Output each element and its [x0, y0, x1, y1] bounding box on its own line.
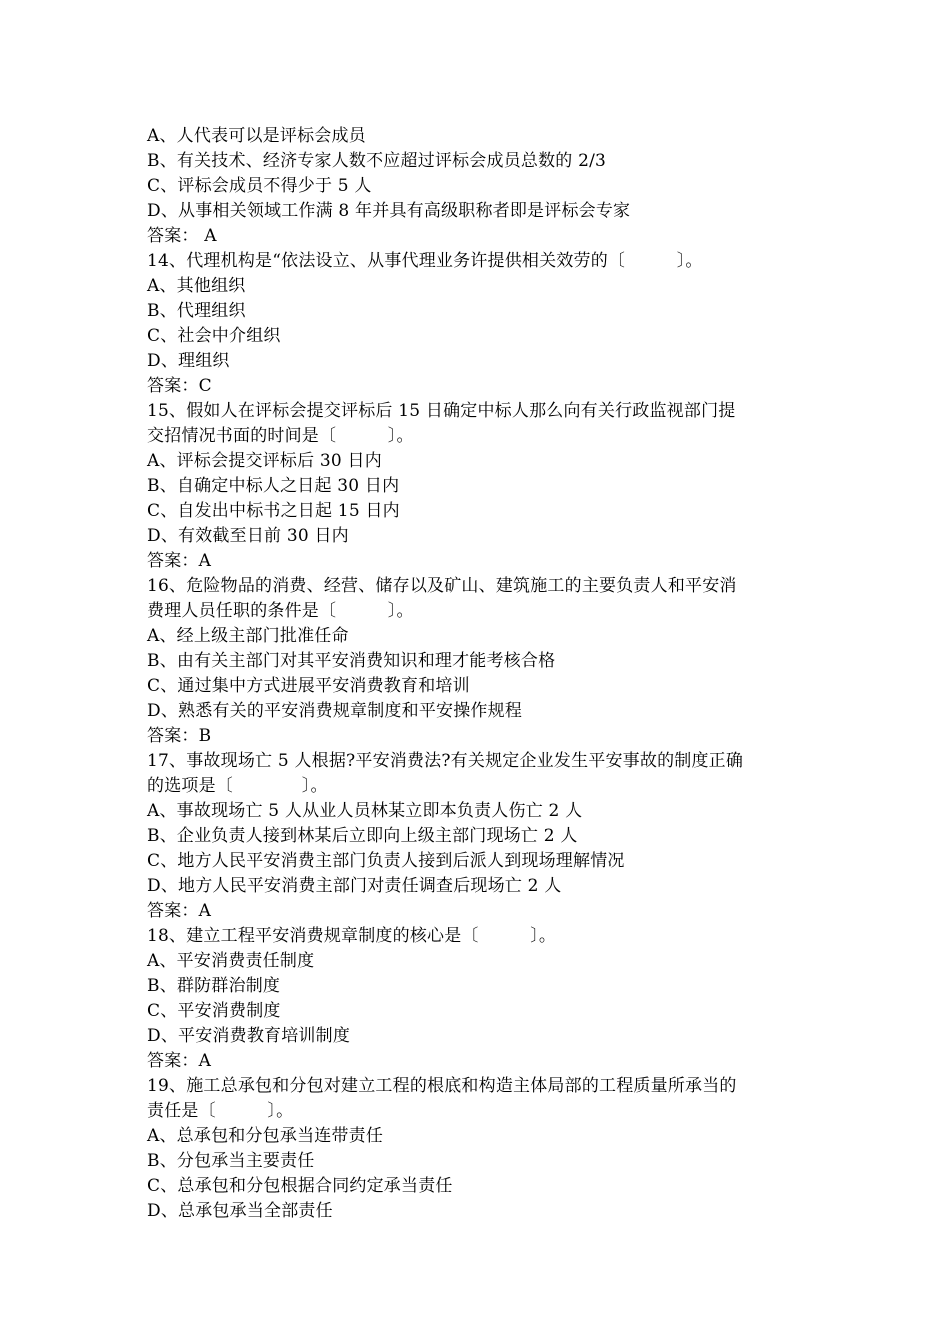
q15-option-a: A、评标会提交评标后 30 日内 — [147, 451, 382, 471]
q16-option-b: B、由有关主部门对其平安消费知识和理才能考核合格 — [147, 651, 556, 671]
option-c-text: C、评标会成员不得少于 5 人 — [147, 176, 372, 196]
q16-option-c: C、通过集中方式进展平安消费教育和培训 — [147, 676, 470, 696]
q14-option-b: B、代理组织 — [147, 301, 246, 321]
option-b-text: B、有关技术、经济专家人数不应超过评标会成员总数的 2/3 — [147, 151, 607, 171]
question-16-line-1: 16、危险物品的消费、经营、储存以及矿山、建筑施工的主要负责人和平安消 — [147, 576, 737, 596]
question-16-line-2: 费理人员任职的条件是〔 〕。 — [147, 601, 414, 621]
question-17-line-1: 17、事故现场亡 5 人根据?平安消费法?有关规定企业发生平安事故的制度正确 — [147, 751, 744, 771]
document-body — [147, 124, 807, 1224]
q18-option-d: D、平安消费教育培训制度 — [147, 1026, 351, 1046]
q19-option-d: D、总承包承当全部责任 — [147, 1201, 333, 1221]
question-17-line-2: 的选项是〔 〕。 — [147, 776, 328, 796]
question-19-line-1: 19、施工总承包和分包对建立工程的根底和构造主体局部的工程质量所承当的 — [147, 1076, 737, 1096]
q15-option-d: D、有效截至日前 30 日内 — [147, 526, 349, 546]
q18-option-c: C、平安消费制度 — [147, 1001, 281, 1021]
question-14: 14、代理机构是“依法设立、从事代理业务许提供相关效劳的〔 〕。 — [147, 251, 703, 271]
q18-answer: 答案：A — [147, 1051, 212, 1071]
q17-answer: 答案：A — [147, 901, 212, 921]
q16-option-a: A、经上级主部门批准任命 — [147, 626, 349, 646]
q14-option-c: C、社会中介组织 — [147, 326, 281, 346]
q15-answer: 答案：A — [147, 551, 212, 571]
q18-option-a: A、平安消费责任制度 — [147, 951, 315, 971]
option-a-text: A、人代表可以是评标会成员 — [147, 126, 366, 146]
q14-option-a: A、其他组织 — [147, 276, 246, 296]
q17-option-c: C、地方人民平安消费主部门负责人接到后派人到现场理解情况 — [147, 851, 625, 871]
q14-answer: 答案：C — [147, 376, 212, 396]
q17-option-a: A、事故现场亡 5 人从业人员林某立即本负责人伤亡 2 人 — [147, 801, 583, 821]
q16-answer: 答案：B — [147, 726, 212, 746]
q16-option-d: D、熟悉有关的平安消费规章制度和平安操作规程 — [147, 701, 523, 721]
q17-option-b: B、企业负责人接到林某后立即向上级主部门现场亡 2 人 — [147, 826, 578, 846]
option-d-text: D、从事相关领域工作满 8 年并具有高级职称者即是评标会专家 — [147, 201, 631, 221]
q15-option-b: B、自确定中标人之日起 30 日内 — [147, 476, 400, 496]
question-15-line-1: 15、假如人在评标会提交评标后 15 日确定中标人那么向有关行政监视部门提 — [147, 401, 736, 421]
q19-option-c: C、总承包和分包根据合同约定承当责任 — [147, 1176, 453, 1196]
question-15-line-2: 交招情况书面的时间是〔 〕。 — [147, 426, 414, 446]
q19-option-b: B、分包承当主要责任 — [147, 1151, 315, 1171]
q18-option-b: B、群防群治制度 — [147, 976, 281, 996]
q14-option-d: D、理组织 — [147, 351, 230, 371]
q17-option-d: D、地方人民平安消费主部门对责任调查后现场亡 2 人 — [147, 876, 562, 896]
question-19-line-2: 责任是〔 〕。 — [147, 1101, 294, 1121]
q19-option-a: A、总承包和分包承当连带责任 — [147, 1126, 384, 1146]
q15-option-c: C、自发出中标书之日起 15 日内 — [147, 501, 400, 521]
question-18: 18、建立工程平安消费规章制度的核心是〔 〕。 — [147, 926, 557, 946]
answer-text: 答案： A — [147, 226, 217, 246]
